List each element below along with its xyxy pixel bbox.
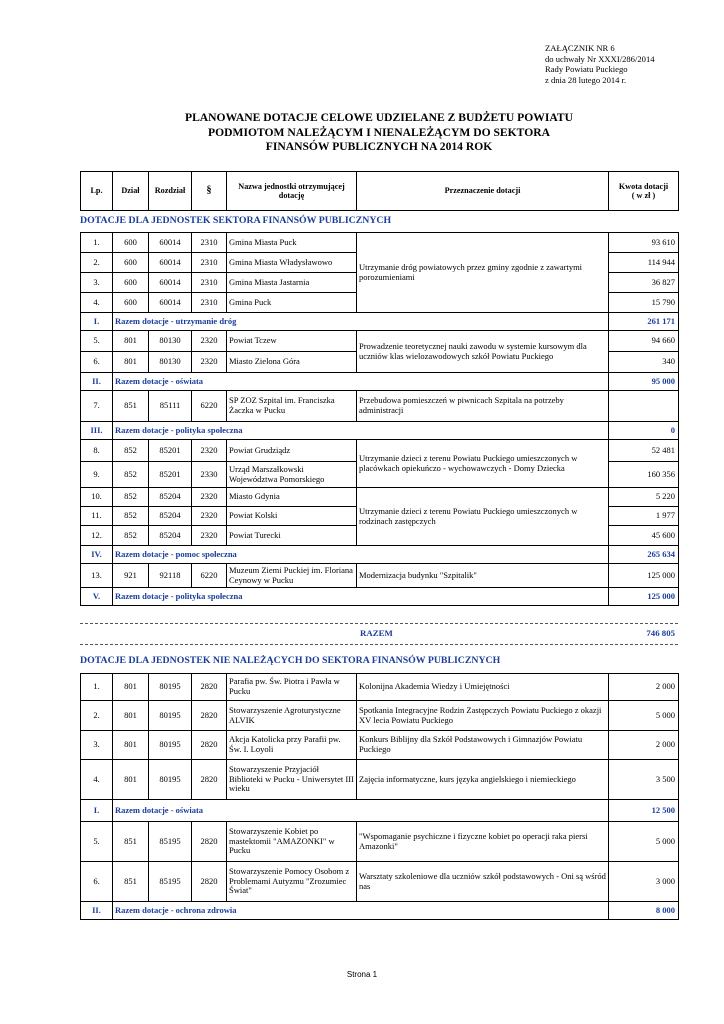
cell-dzial: 852 [113,488,149,507]
cell-nazwa: Gmina Miasta Jastarnia [227,273,357,293]
cell-rozdzial: 92118 [149,564,192,588]
cell-nazwa: Akcja Katolicka przy Parafii pw. Św. I. Loyoli [227,731,357,760]
sum-row [81,902,679,920]
cell-paragraf: 6220 [192,391,227,422]
header-kwota [609,172,679,211]
cell-przeznaczenie: Modernizacja budynku "Szpitalik" [357,564,609,588]
cell-dzial: 852 [113,462,149,488]
sum-label: Razem dotacje - ochrona zdrowia [113,902,609,920]
cell-rozdzial: 60014 [149,253,192,273]
sum-number: I. [81,313,113,331]
cell-lp: 5. [81,331,113,352]
cell-nazwa: Powiat Grudziądz [227,440,357,462]
cell-przeznaczenie: Spotkania Integracyjne Rodzin Zastępczych Powiatu Puckiego z okazji XV lecia Powiatu Puckiego [357,701,609,731]
annex-number: ZAŁĄCZNIK NR 6 [545,43,615,53]
cell-kwota: 340 [609,352,679,373]
sum-row [81,422,679,440]
cell-dzial: 801 [113,674,149,701]
cell-przeznaczenie: Warsztaty szkoleniowe dla uczniów szkół podstawowych - Oni są wśród nas [357,862,609,902]
cell-lp: 8. [81,440,113,462]
table-row [81,760,679,800]
sum-value: 125 000 [609,588,679,606]
annex-council: Rady Powiatu Puckiego [545,64,628,75]
sum-label: Razem dotacje - oświata [113,373,609,391]
cell-rozdzial: 85195 [149,862,192,902]
cell-lp: 3. [81,273,113,293]
table-header [80,171,679,211]
cell-nazwa: Urząd Marszałkowski Województwa Pomorskiego [227,462,357,488]
table-row [81,564,679,588]
cell-kwota: 5 000 [609,822,679,862]
cell-paragraf: 2320 [192,488,227,507]
cell-nazwa: Gmina Miasta Puck [227,233,357,253]
cell-kwota: 125 000 [609,564,679,588]
header-przeznaczenie: Przeznaczenie dotacji [357,172,609,211]
sum-value: 265 634 [609,546,679,564]
cell-dzial: 852 [113,507,149,526]
cell-paragraf: 2330 [192,462,227,488]
cell-paragraf: 2820 [192,822,227,862]
cell-rozdzial: 85201 [149,462,192,488]
cell-dzial: 921 [113,564,149,588]
sum-value: 12 500 [609,800,679,822]
header-kwota-label: Kwota dotacji [618,181,669,191]
cell-przeznaczenie: "Wspomaganie psychiczne i fizyczne kobiet po operacji raka piersi Amazonki" [357,822,609,862]
cell-przeznaczenie: Utrzymanie dzieci z terenu Powiatu Puckiego umieszczonych w rodzinach zastępczych [357,488,609,546]
sum-row [81,800,679,822]
cell-nazwa: Miasto Zielona Góra [227,352,357,373]
table-row [81,822,679,862]
cell-kwota: 45 600 [609,526,679,546]
table-row [81,440,679,462]
cell-kwota [609,391,679,422]
sum-row [81,588,679,606]
cell-lp: 4. [81,293,113,313]
sum-label: Razem dotacje - oświata [113,800,609,822]
header-nazwa: Nazwa jednostki otrzymującej dotację [227,172,357,211]
cell-nazwa: Powiat Kolski [227,507,357,526]
table-row [81,391,679,422]
sum-label: Razem dotacje - polityka społeczna [113,588,609,606]
grand-total-label: RAZEM [360,628,393,638]
cell-kwota: 52 481 [609,440,679,462]
cell-lp: 6. [81,352,113,373]
header-lp: Lp. [81,172,113,211]
cell-przeznaczenie: Utrzymanie dzieci z terenu Powiatu Puckiego umieszczonych w placówkach opiekuńczo - wychowawczych - Domy Dziecka [357,440,609,488]
document-title [80,111,678,155]
sum-value: 95 000 [609,373,679,391]
cell-paragraf: 2320 [192,352,227,373]
sum-value: 8 000 [609,902,679,920]
cell-kwota: 2 000 [609,731,679,760]
cell-rozdzial: 80195 [149,701,192,731]
cell-lp: 2. [81,701,113,731]
cell-lp: 1. [81,233,113,253]
dashed-divider [80,623,678,624]
cell-dzial: 600 [113,233,149,253]
table-row [81,862,679,902]
cell-dzial: 600 [113,273,149,293]
cell-dzial: 852 [113,526,149,546]
table-row [81,701,679,731]
cell-nazwa: Stowarzyszenie Kobiet po mastektomii "AMAZONKI" w Pucku [227,822,357,862]
sum-number: IV. [81,546,113,564]
cell-lp: 9. [81,462,113,488]
page-number: Strona 1 [346,970,378,979]
cell-lp: 11. [81,507,113,526]
sum-value: 261 171 [609,313,679,331]
cell-paragraf: 2320 [192,507,227,526]
header-paragraf: § [192,172,227,211]
sum-row [81,373,679,391]
grand-total-row [80,627,678,642]
cell-rozdzial: 85204 [149,488,192,507]
cell-przeznaczenie: Utrzymanie dróg powiatowych przez gminy zgodnie z zawartymi porozumieniami [357,233,609,313]
cell-rozdzial: 80130 [149,352,192,373]
header-dzial: Dział [113,172,149,211]
annex-date: z dnia 28 lutego 2014 r. [545,74,627,85]
sum-number: II. [81,373,113,391]
cell-lp: 3. [81,731,113,760]
cell-rozdzial: 85195 [149,822,192,862]
cell-nazwa: Gmina Puck [227,293,357,313]
section-2-heading: DOTACJE DLA JEDNOSTEK NIE NALEŻĄCYCH DO SEKTORA FINANSÓW PUBLICZNYCH [80,655,501,666]
table-section-1 [80,232,679,606]
sum-value: 0 [609,422,679,440]
cell-lp: 2. [81,253,113,273]
cell-kwota: 5 000 [609,701,679,731]
cell-kwota: 2 000 [609,674,679,701]
sum-row [81,313,679,331]
cell-paragraf: 2320 [192,440,227,462]
title-line-3: FINANSÓW PUBLICZNYCH NA 2014 ROK [265,140,493,153]
cell-paragraf: 2310 [192,253,227,273]
cell-rozdzial: 60014 [149,273,192,293]
cell-paragraf: 2820 [192,760,227,800]
cell-paragraf: 6220 [192,564,227,588]
cell-dzial: 600 [113,253,149,273]
cell-kwota: 160 356 [609,462,679,488]
cell-nazwa: Stowarzyszenie Przyjaciół Biblioteki w Pucku - Uniwersytet III wieku [227,760,357,800]
cell-lp: 13. [81,564,113,588]
sum-label: Razem dotacje - pomoc społeczna [113,546,609,564]
cell-kwota: 36 827 [609,273,679,293]
table-row [81,731,679,760]
cell-lp: 7. [81,391,113,422]
sum-number: V. [81,588,113,606]
cell-dzial: 851 [113,391,149,422]
cell-lp: 5. [81,822,113,862]
cell-nazwa: Muzeum Ziemi Puckiej im. Floriana Ceynowy w Pucku [227,564,357,588]
cell-dzial: 801 [113,731,149,760]
cell-paragraf: 2820 [192,701,227,731]
cell-kwota: 15 790 [609,293,679,313]
cell-rozdzial: 80130 [149,331,192,352]
cell-rozdzial: 85111 [149,391,192,422]
table-section-2 [80,673,679,920]
cell-nazwa: Gmina Miasta Władysławowo [227,253,357,273]
cell-lp: 1. [81,674,113,701]
cell-przeznaczenie: Zajęcia informatyczne, kurs języka angielskiego i niemieckiego [357,760,609,800]
dashed-divider [80,644,678,645]
table-row [81,233,679,253]
cell-dzial: 600 [113,293,149,313]
cell-rozdzial: 80195 [149,731,192,760]
cell-paragraf: 2320 [192,331,227,352]
section-1-heading: DOTACJE DLA JEDNOSTEK SEKTORA FINANSÓW PUBLICZNYCH [80,215,392,226]
cell-przeznaczenie: Przebudowa pomieszczeń w piwnicach Szpitala na potrzeby administracji [357,391,609,422]
cell-rozdzial: 60014 [149,233,192,253]
cell-rozdzial: 85201 [149,440,192,462]
sum-label: Razem dotacje - utrzymanie dróg [113,313,609,331]
cell-paragraf: 2310 [192,273,227,293]
cell-dzial: 851 [113,822,149,862]
cell-paragraf: 2310 [192,293,227,313]
annex-resolution: do uchwały Nr XXXI/286/2014 [545,53,655,64]
cell-nazwa: Stowarzyszenie Agroturystyczne ALVIK [227,701,357,731]
cell-paragraf: 2320 [192,526,227,546]
cell-lp: 6. [81,862,113,902]
table-row [81,331,679,352]
annex-info [545,43,655,85]
cell-kwota: 5 220 [609,488,679,507]
cell-dzial: 801 [113,331,149,352]
sum-label: Razem dotacje - polityka społeczna [113,422,609,440]
cell-kwota: 93 610 [609,233,679,253]
table-row [81,674,679,701]
sum-number: III. [81,422,113,440]
cell-rozdzial: 85204 [149,507,192,526]
title-line-1: PLANOWANE DOTACJE CELOWE UDZIELANE Z BUDŻETU POWIATU [184,111,573,124]
cell-paragraf: 2820 [192,674,227,701]
cell-nazwa: Powiat Tczew [227,331,357,352]
table-row [81,488,679,507]
cell-lp: 4. [81,760,113,800]
cell-lp: 10. [81,488,113,507]
cell-dzial: 801 [113,701,149,731]
cell-rozdzial: 60014 [149,293,192,313]
cell-dzial: 852 [113,440,149,462]
cell-przeznaczenie: Konkurs Biblijny dla Szkół Podstawowych i Gimnazjów Powiatu Puckiego [357,731,609,760]
sum-number: I. [81,800,113,822]
cell-kwota: 3 000 [609,862,679,902]
cell-kwota: 94 660 [609,331,679,352]
cell-rozdzial: 85204 [149,526,192,546]
cell-dzial: 851 [113,862,149,902]
title-line-2: PODMIOTOM NALEŻĄCYM I NIENALEŻĄCYM DO SEKTORA [208,125,550,139]
cell-paragraf: 2310 [192,233,227,253]
cell-lp: 12. [81,526,113,546]
cell-nazwa: Parafia pw. Św. Piotra i Pawła w Pucku [227,674,357,701]
cell-kwota: 1 977 [609,507,679,526]
cell-paragraf: 2820 [192,862,227,902]
cell-przeznaczenie: Kolonijna Akademia Wiedzy i Umiejętności [357,674,609,701]
cell-nazwa: Stowarzyszenie Pomocy Osobom z Problemami Autyzmu "Zrozumiec Świat" [227,862,357,902]
cell-dzial: 801 [113,760,149,800]
cell-nazwa: Powiat Turecki [227,526,357,546]
sum-row [81,546,679,564]
cell-paragraf: 2820 [192,731,227,760]
cell-kwota: 3 500 [609,760,679,800]
header-rozdzial: Rozdział [149,172,192,211]
cell-rozdzial: 80195 [149,760,192,800]
cell-rozdzial: 80195 [149,674,192,701]
grand-total-value: 746 805 [646,628,675,638]
cell-kwota: 114 944 [609,253,679,273]
cell-nazwa: Miasto Gdynia [227,488,357,507]
cell-dzial: 801 [113,352,149,373]
sum-number: II. [81,902,113,920]
cell-nazwa: SP ZOZ Szpital im. Franciszka Żaczka w Pucku [227,391,357,422]
cell-przeznaczenie: Prowadzenie teoretycznej nauki zawodu w systemie kursowym dla uczniów klas wielozawodowych szkół Powiatu Puckiego [357,331,609,373]
header-kwota-unit: ( w zł ) [631,191,656,200]
